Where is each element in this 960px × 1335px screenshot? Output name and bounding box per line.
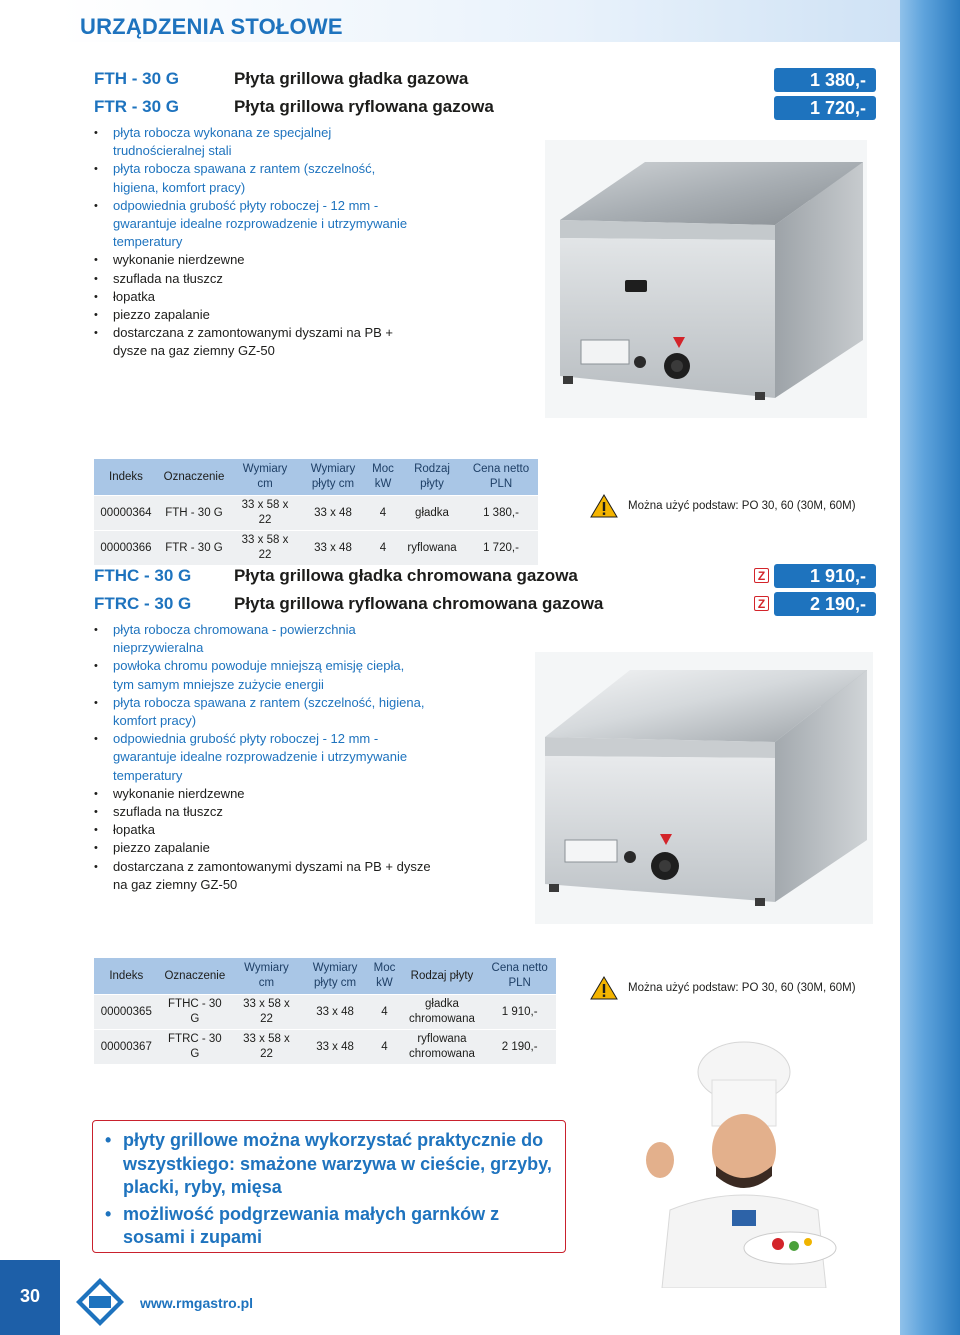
cell: 4 (368, 1030, 400, 1065)
feature-item: • piezzo zapalanie (94, 306, 407, 324)
cell: 1 720,- (464, 531, 538, 566)
feature-item: • płyta robocza spawana z rantem (szczelność, (94, 160, 407, 178)
cell: 4 (366, 531, 400, 566)
cell: 33 x 58 x 22 (230, 496, 300, 531)
table-row (94, 496, 538, 531)
product2-features (94, 621, 431, 894)
product1-price-2: 1 720,- (774, 96, 876, 120)
product1-code-1: FTH - 30 G (94, 69, 180, 88)
rm-logo-icon (74, 1276, 126, 1328)
cell: 33 x 58 x 22 (231, 1030, 302, 1065)
product1-name-2: Płyta grillowa ryflowana gazowa (234, 97, 494, 116)
promo-list (93, 1121, 565, 1250)
cell: gładka chromowana (401, 995, 484, 1030)
product1-code-2: FTR - 30 G (94, 97, 180, 116)
col-header: Cena netto PLN (464, 459, 538, 496)
feature-item: temperatury (113, 767, 183, 783)
z-badge-icon: Z (754, 568, 769, 583)
product1-warning (590, 494, 856, 518)
col-header: Moc kW (366, 459, 400, 496)
cell: FTH - 30 G (158, 496, 230, 531)
chef-illustration-icon (612, 1040, 848, 1288)
cell: FTHC - 30 G (159, 995, 232, 1030)
feature-item: komfort pracy) (113, 713, 197, 729)
warning-icon (590, 976, 618, 1000)
feature-item: • szuflada na tłuszcz (94, 803, 431, 821)
col-header: Rodzaj płyty (401, 958, 484, 995)
product2-price-2: 2 190,- (774, 592, 876, 616)
promo-box (92, 1120, 566, 1253)
cell: 1 380,- (464, 496, 538, 531)
col-header: Moc kW (368, 958, 400, 995)
product1-grill-image (545, 140, 867, 418)
feature-item: • odpowiednia grubość płyty roboczej - 12 mm - (94, 197, 407, 215)
feature-item: • płyta robocza spawana z rantem (szczelność, higiena, (94, 694, 431, 712)
feature-item: • łopatka (94, 288, 407, 306)
product2-price-1: 1 910,- (774, 564, 876, 588)
promo-item: • płyty grillowe można wykorzystać praktycznie do wszystkiego: smażone warzywa w cieście, grzyby, placki, ryby, mięsa (105, 1129, 565, 1200)
table-row (94, 531, 538, 566)
feature-item: nieprzywieralna (113, 640, 204, 656)
feature-item: • szuflada na tłuszcz (94, 270, 407, 288)
cell: 33 x 48 (302, 1030, 369, 1065)
cell: 4 (366, 496, 400, 531)
product1-spec-table (94, 459, 538, 565)
warning-text: Można użyć podstaw: PO 30, 60 (30M, 60M) (628, 500, 856, 512)
cell: 33 x 58 x 22 (231, 995, 302, 1030)
feature-item: • wykonanie nierdzewne (94, 785, 431, 803)
feature-item: dysze na gaz ziemny GZ-50 (113, 343, 275, 359)
cell: 1 910,- (483, 995, 556, 1030)
promo-item: • możliwość podgrzewania małych garnków z sosami i zupami (105, 1203, 565, 1250)
col-header: Rodzaj płyty (400, 459, 464, 496)
feature-item: • płyta robocza wykonana ze specjalnej (94, 124, 407, 142)
feature-item: temperatury (113, 234, 183, 250)
product1-price-1: 1 380,- (774, 68, 876, 92)
col-header: Oznaczenie (159, 958, 232, 995)
feature-item: trudnościeralnej stali (113, 143, 232, 159)
website-link[interactable]: www.rmgastro.pl (140, 1295, 254, 1311)
feature-item: na gaz ziemny GZ-50 (113, 876, 238, 892)
cell: FTRC - 30 G (159, 1030, 232, 1065)
cell: ryflowana chromowana (401, 1030, 484, 1065)
cell: 33 x 48 (300, 531, 366, 566)
product2-code-2: FTRC - 30 G (94, 594, 192, 613)
feature-item: • dostarczana z zamontowanymi dyszami na PB + dysze (94, 858, 431, 876)
page-number: 30 (0, 1260, 60, 1335)
feature-item: gwarantuje idealne rozprowadzenie i utrzymywanie (113, 216, 408, 232)
product2-name-2: Płyta grillowa ryflowana chromowana gazowa (234, 594, 604, 613)
feature-item: • łopatka (94, 821, 431, 839)
cell: 00000367 (94, 1030, 159, 1065)
feature-item: • wykonanie nierdzewne (94, 251, 407, 269)
feature-item: tym samym mniejsze zużycie energii (113, 676, 324, 692)
right-decorative-band (900, 0, 960, 1335)
cell: 00000364 (94, 496, 158, 531)
feature-item: • dostarczana z zamontowanymi dyszami na PB + (94, 324, 407, 342)
col-header: Wymiary płyty cm (300, 459, 366, 496)
col-header: Cena netto PLN (483, 958, 556, 995)
rm-gastro-logo (74, 1276, 126, 1328)
product2-spec-table (94, 958, 556, 1064)
cell: ryflowana (400, 531, 464, 566)
col-header: Oznaczenie (158, 459, 230, 496)
feature-item: • odpowiednia grubość płyty roboczej - 12 mm - (94, 730, 431, 748)
table-header-row (94, 958, 556, 995)
warning-icon (590, 494, 618, 518)
product2-name-1: Płyta grillowa gładka chromowana gazowa (234, 566, 578, 585)
cell: 2 190,- (483, 1030, 556, 1065)
product2-code-1: FTHC - 30 G (94, 566, 192, 585)
cell: FTR - 30 G (158, 531, 230, 566)
cell: 4 (368, 995, 400, 1030)
table-row (94, 995, 556, 1030)
feature-item: higiena, komfort pracy) (113, 179, 246, 195)
col-header: Indeks (94, 958, 159, 995)
cell: gładka (400, 496, 464, 531)
cell: 33 x 48 (302, 995, 369, 1030)
col-header: Wymiary cm (230, 459, 300, 496)
section-title: URZĄDZENIA STOŁOWE (80, 14, 343, 39)
chef-photo (612, 1040, 848, 1288)
col-header: Wymiary płyty cm (302, 958, 369, 995)
chrome-grill-illustration-icon (535, 652, 873, 924)
table-header-row (94, 459, 538, 496)
cell: 00000365 (94, 995, 159, 1030)
left-margin (0, 0, 60, 1335)
product2-warning (590, 976, 856, 1000)
feature-item: • płyta robocza chromowana - powierzchnia (94, 621, 431, 639)
table-row (94, 1030, 556, 1065)
feature-item: • piezzo zapalanie (94, 839, 431, 857)
col-header: Indeks (94, 459, 158, 496)
product1-features (94, 124, 407, 361)
z-badge-icon: Z (754, 596, 769, 611)
cell: 33 x 48 (300, 496, 366, 531)
feature-item: • powłoka chromu powoduje mniejszą emisję ciepła, (94, 657, 431, 675)
cell: 00000366 (94, 531, 158, 566)
cell: 33 x 58 x 22 (230, 531, 300, 566)
feature-item: gwarantuje idealne rozprowadzenie i utrzymywanie (113, 749, 408, 765)
col-header: Wymiary cm (231, 958, 302, 995)
grill-illustration-icon (545, 140, 867, 418)
product1-name-1: Płyta grillowa gładka gazowa (234, 69, 469, 88)
warning-text: Można użyć podstaw: PO 30, 60 (30M, 60M) (628, 982, 856, 994)
product2-grill-image (535, 652, 873, 924)
